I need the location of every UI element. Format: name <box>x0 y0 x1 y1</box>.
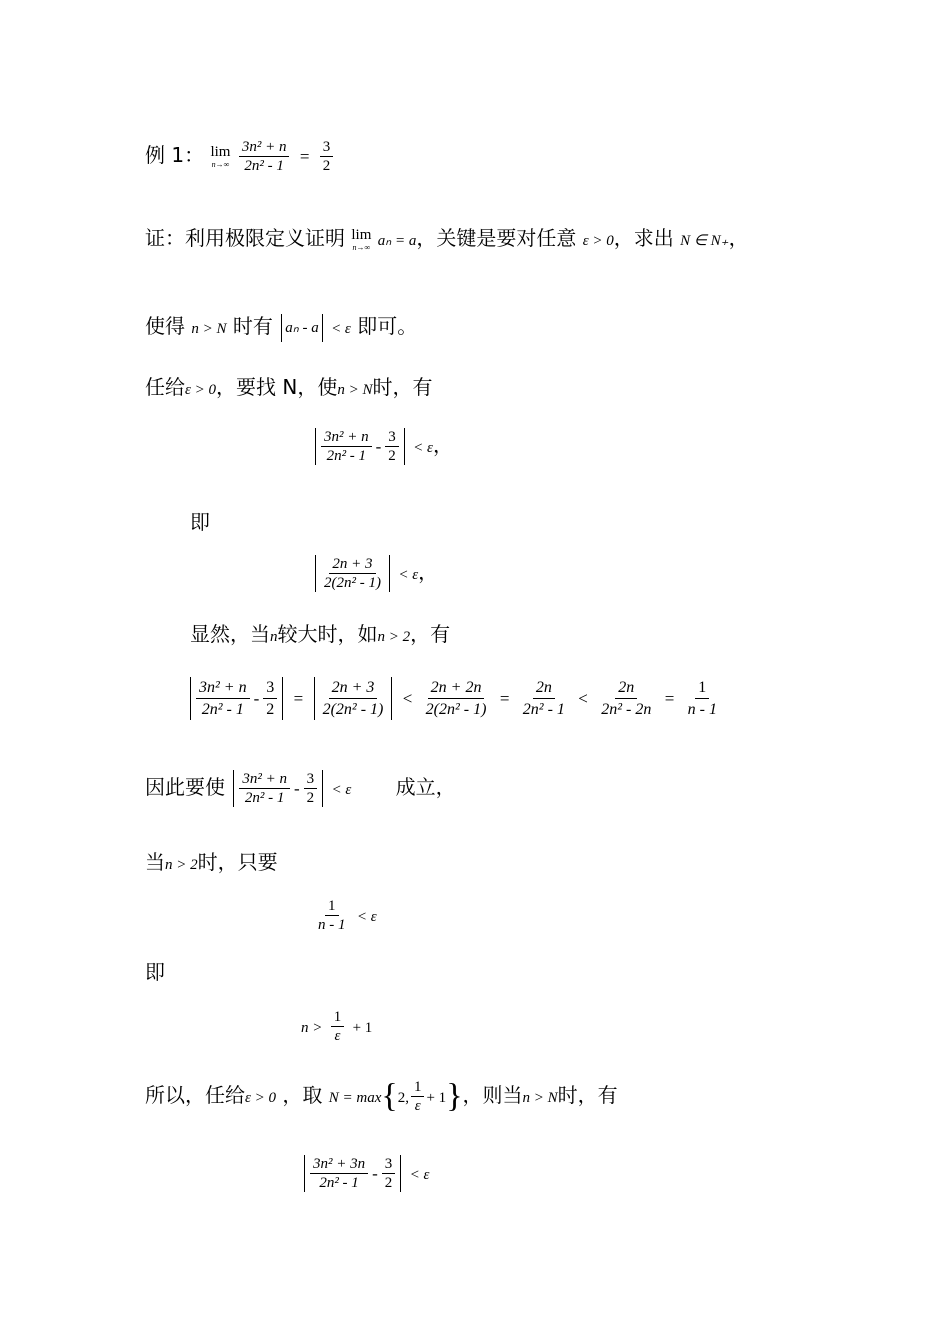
result-fraction: $\frac{3}{2}$ <box>320 138 334 175</box>
proof-intro-line: 证：利用极限定义证明 lim n→∞ aₙ = a，关键是要对任意 ε > 0，求出 N ∈ N₊， <box>145 226 749 252</box>
conclusion-line: 所以，任给ε > 0 ，取 N = max{2, $\frac{1}{\varepsilon}$ + 1}，则当n > N时，有 <box>145 1077 618 1115</box>
limit-operator: lim n→∞ <box>351 226 372 252</box>
inequality-2: $\frac{2n + 3}{\text{2(2n² - 1)}}$ < ε， <box>313 555 438 592</box>
ji-label-1: 即 <box>190 510 210 534</box>
example-label: 例 1： <box>145 143 205 167</box>
absolute-value: $\frac{2n + 3}{\text{2(2n² - 1)}}$ <box>314 677 393 720</box>
ji-label-2: 即 <box>145 960 165 984</box>
example-line: 例 1： lim n→∞ $\frac{\text{3n² + n}}{\text{2n² - 1}}$ = $\frac{3}{2}$ <box>145 138 335 175</box>
inequality-3: $\frac{1}{n - 1}$ < ε <box>318 898 377 933</box>
obvious-line: 显然，当n较大时，如n > 2，有 <box>190 622 451 646</box>
absolute-value: $\frac{2n + 3}{\text{2(2n² - 1)}}$ <box>315 555 390 592</box>
hence-line: 因此要使 $\frac{\text{3n² + n}}{\text{2n² - 1}}$ - $\frac{3}{2}$ < ε 成立， <box>145 771 456 806</box>
absolute-value: $\frac{\text{3n² + n}}{\text{2n² - 1}}$ - $\frac{3}{2}$ <box>233 770 323 807</box>
absolute-value: $\frac{\text{3n² + n}}{\text{2n² - 1}}$ - $\frac{3}{2}$ <box>190 677 283 720</box>
final-inequality: $\frac{\text{3n² + 3n}}{\text{2n² - 1}}$ - $\frac{3}{2}$ < ε <box>302 1155 429 1192</box>
given-line: 任给ε > 0，要找 N，使n > N时，有 <box>145 375 433 399</box>
absolute-value: aₙ - a <box>281 314 322 342</box>
inequality-1: $\frac{\text{3n² + n}}{\text{2n² - 1}}$ - $\frac{3}{2}$ < ε， <box>313 428 453 465</box>
absolute-value: $\frac{\text{3n² + 3n}}{\text{2n² - 1}}$ - $\frac{3}{2}$ <box>304 1155 401 1192</box>
limit-fraction: $\frac{\text{3n² + n}}{\text{2n² - 1}}$ <box>239 138 290 175</box>
inequality-4: n > $\frac{1}{\varepsilon}$ + 1 <box>301 1009 373 1044</box>
when-line: 当n > 2时，只要 <box>145 850 278 874</box>
inequality-chain: $\frac{\text{3n² + n}}{\text{2n² - 1}}$ - $\frac{3}{2}$ = $\frac{2n + 3}{\text{2(2n² - 1)}}$ < $\frac{2n + 2n}{\text{2(2n² - 1)}}$ = $\frac{2n}{\text{2n² - 1}}$ < $\frac{2n}{\text{2n² - 2n}}$ = $\frac{1}{n - 1}$ <box>188 677 722 720</box>
condition-line: 使得 n > N 时有 aₙ - a < ε 即可。 <box>145 312 417 343</box>
absolute-value: $\frac{\text{3n² + n}}{\text{2n² - 1}}$ - $\frac{3}{2}$ <box>315 428 405 465</box>
limit-operator: lim n→∞ <box>210 143 231 169</box>
